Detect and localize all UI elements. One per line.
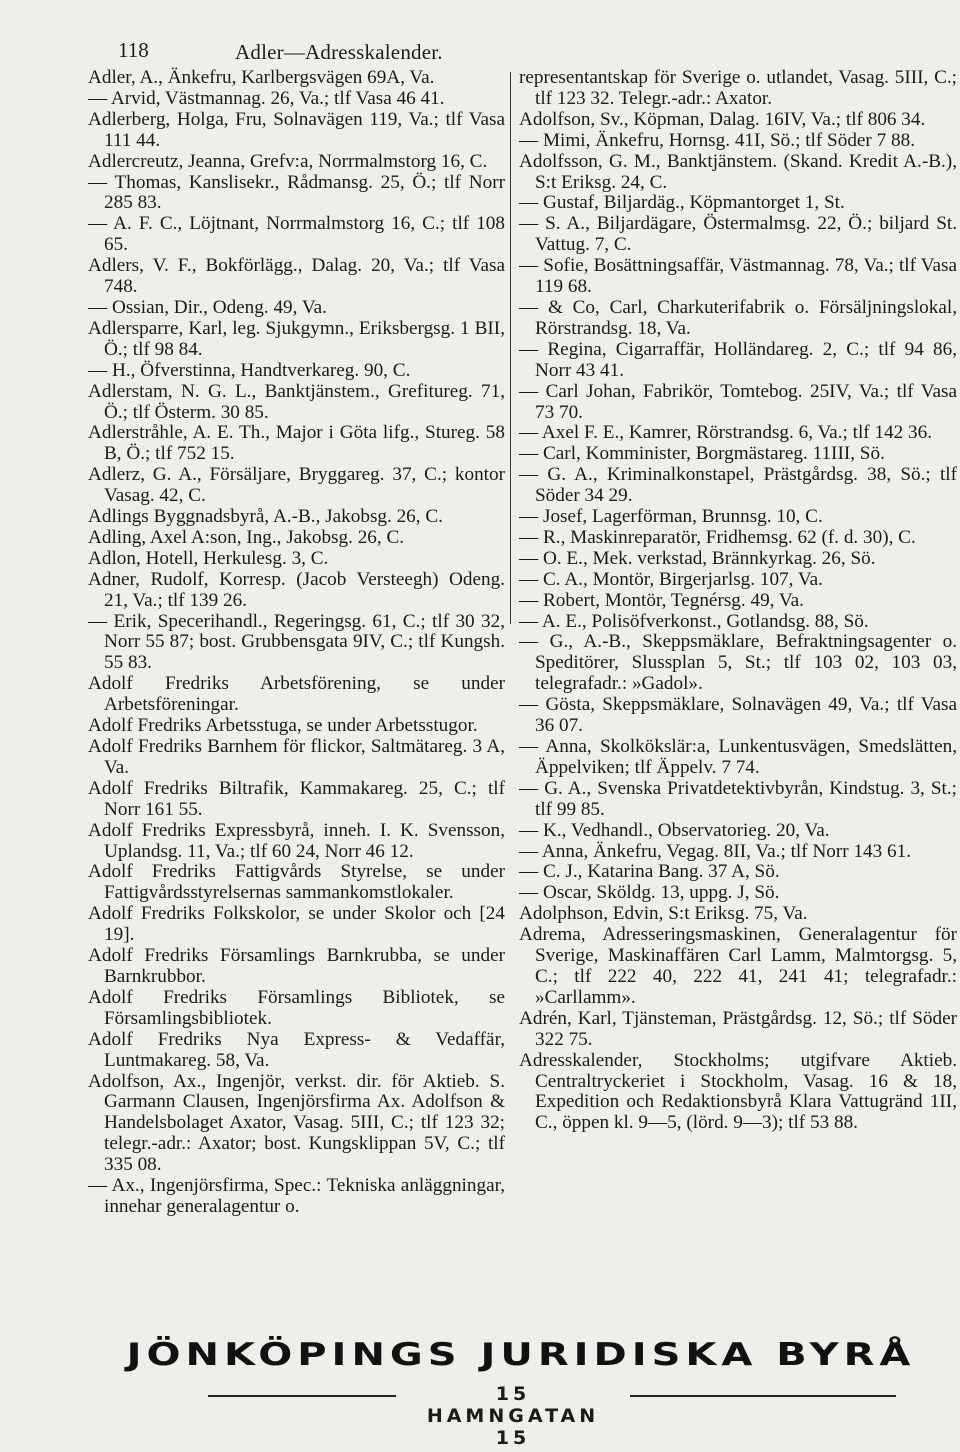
- directory-entry: — Josef, Lagerförman, Brunnsg. 10, C.: [519, 506, 823, 528]
- directory-entry: Adner, Rudolf, Korresp. (Jacob Versteegh) Odeng. 21, Va.; tlf 139 26.: [88, 568, 505, 611]
- directory-entry: — Thomas, Kanslisekr., Rådmansg. 25, Ö.; tlf Norr 285 83.: [88, 171, 505, 214]
- advertisement-address: 15 HAMNGATAN 15: [426, 1383, 600, 1449]
- directory-entry: Adolfson, Sv., Köpman, Dalag. 16IV, Va.; tlf 806 34.: [519, 108, 926, 130]
- advertisement-title: JÖNKÖPINGS JURIDISKA BYRÅ: [126, 1337, 916, 1373]
- directory-entry: — Oscar, Sköldg. 13, uppg. J, Sö.: [519, 882, 780, 904]
- directory-entry: Adler, A., Änkefru, Karlbergsvägen 69A, Va.: [88, 67, 435, 88]
- rule-left: [208, 1395, 396, 1397]
- directory-entry: Adrén, Karl, Tjänsteman, Prästgårdsg. 12, Sö.; tlf Söder 322 75.: [519, 1007, 957, 1050]
- directory-entry: Adlerstråhle, A. E. Th., Major i Göta lifg., Stureg. 58 B, Ö.; tlf 752 15.: [88, 422, 505, 465]
- directory-entry: Adolf Fredriks Barnhem för flickor, Saltmätareg. 3 A, Va.: [88, 736, 505, 778]
- directory-entry: — O. E., Mek. verkstad, Brännkyrkag. 26, Sö.: [519, 547, 876, 569]
- directory-entry: Adling, Axel A:son, Ing., Jakobsg. 26, C.: [88, 526, 405, 548]
- directory-entry: Adlersparre, Karl, leg. Sjukgymn., Eriksbergsg. 1 BII, Ö.; tlf 98 84.: [88, 317, 505, 360]
- directory-entry: Adolf Fredriks Arbetsstuga, se under Arbetsstugor.: [88, 715, 478, 737]
- directory-entry: Adresskalender, Stockholms; utgifvare Aktieb. Centraltryckeriet i Stockholm, Vasag. 16 & 18, Expedition och Redaktionsbyrå Klara Vattugränd 1II, C., öppen kl. 9—5, (lörd. 9—3); tlf 53 88.: [519, 1049, 957, 1134]
- directory-entry: — Ax., Ingenjörsfirma, Spec.: Tekniska anläggningar, innehar generalagentur o.: [88, 1175, 505, 1217]
- directory-entry: — Robert, Montör, Tegnérsg. 49, Va.: [519, 589, 804, 611]
- directory-entry: representantskap för Sverige o. utlandet, Vasag. 5III, C.; tlf 123 32. Telegr.-adr.: Axator.: [519, 67, 957, 109]
- directory-entry: — Erik, Specerihandl., Regeringsg. 61, C.; tlf 30 32, Norr 55 87; bost. Grubbensgata 9IV, C.; tlf Kungsh. 55 83.: [88, 610, 505, 674]
- directory-entry: — A. F. C., Löjtnant, Norrmalmstorg 16, C.; tlf 108 65.: [88, 213, 505, 256]
- directory-entry: — & Co, Carl, Charkuterifabrik o. Försäljningslokal, Rörstrandsg. 18, Va.: [519, 296, 957, 339]
- directory-entry: — K., Vedhandl., Observatorieg. 20, Va.: [519, 819, 830, 841]
- directory-entry: Adolf Fredriks Arbetsförening, se under Arbetsföreningar.: [88, 673, 505, 716]
- directory-entry: — Arvid, Västmannag. 26, Va.; tlf Vasa 46 41.: [88, 87, 445, 109]
- directory-entry: — Gustaf, Biljardäg., Köpmantorget 1, St.: [519, 192, 845, 214]
- directory-entry: Adolf Fredriks Nya Express- & Vedaffär, Luntmakareg. 58, Va.: [88, 1028, 505, 1071]
- right-column: [519, 68, 957, 1134]
- directory-entry: Adlerstam, N. G. L., Banktjänstem., Grefitureg. 71, Ö.; tlf Österm. 30 85.: [88, 380, 505, 423]
- directory-entry: — Anna, Änkefru, Vegag. 8II, Va.; tlf Norr 143 61.: [519, 840, 912, 862]
- directory-entry: — G. A., Svenska Privatdetektivbyrån, Kindstug. 3, St.; tlf 99 85.: [519, 777, 957, 820]
- directory-entry: Adrema, Adresseringsmaskinen, Generalagentur för Sverige, Maskinaffären Carl Lamm, Malmtorgsg. 5, C.; tlf 222 40, 222 41, 241 41; telegrafadr.: »Carllamm».: [519, 924, 957, 1008]
- directory-entry: — Sofie, Bosättningsaffär, Västmannag. 78, Va.; tlf Vasa 119 68.: [519, 255, 957, 298]
- directory-entry: — Anna, Skolkökslär:a, Lunkentusvägen, Smedslätten, Äppelviken; tlf Äppelv. 7 74.: [519, 736, 957, 778]
- directory-entry: Adlerz, G. A., Försäljare, Bryggareg. 37, C.; kontor Vasag. 42, C.: [88, 464, 505, 507]
- directory-entry: Adolf Fredriks Folkskolor, se under Skolor och [24 19].: [88, 903, 505, 946]
- directory-entry: — S. A., Biljardägare, Östermalmsg. 22, Ö.; biljard St. Vattug. 7, C.: [519, 213, 957, 256]
- directory-entry: Adlercreutz, Jeanna, Grefv:a, Norrmalmstorg 16, C.: [88, 150, 488, 172]
- directory-entry: — Ossian, Dir., Odeng. 49, Va.: [88, 296, 327, 318]
- directory-entry: Adlings Byggnadsbyrå, A.-B., Jakobsg. 26, C.: [88, 506, 443, 528]
- directory-entry: — R., Maskinreparatör, Fridhemsg. 62 (f. d. 30), C.: [519, 526, 916, 548]
- directory-entry: Adolphson, Edvin, S:t Eriksg. 75, Va.: [519, 903, 808, 925]
- directory-entry: Adlers, V. F., Bokförlägg., Dalag. 20, Va.; tlf Vasa 748.: [88, 255, 505, 298]
- directory-entry: — Axel F. E., Kamrer, Rörstrandsg. 6, Va.; tlf 142 36.: [519, 422, 933, 444]
- directory-entry: — Gösta, Skeppsmäklare, Solnavägen 49, Va.; tlf Vasa 36 07.: [519, 694, 957, 737]
- directory-entry: — Carl, Komminister, Borgmästareg. 11III, Sö.: [519, 443, 885, 465]
- directory-entry: Adlerberg, Holga, Fru, Solnavägen 119, Va.; tlf Vasa 111 44.: [88, 108, 505, 151]
- directory-entry: — A. E., Polisöfverkonst., Gotlandsg. 88, Sö.: [519, 610, 869, 632]
- directory-entry: Adolf Fredriks Expressbyrå, inneh. I. K. Svensson, Uplandsg. 11, Va.; tlf 60 24, Norr 46 12.: [88, 819, 505, 862]
- directory-entry: Adolf Fredriks Fattigvårds Styrelse, se under Fattigvårdsstyrelsernas sammankomstlokaler.: [88, 861, 505, 904]
- rule-right: [630, 1395, 896, 1397]
- directory-entry: — Regina, Cigarraffär, Holländareg. 2, C.; tlf 94 86, Norr 43 41.: [519, 338, 957, 381]
- running-head: Adler—Adresskalender.: [235, 40, 443, 64]
- page-number: 118: [118, 38, 149, 62]
- advertisement-address-line: [88, 1383, 954, 1449]
- directory-entry: Adolf Fredriks Församlings Barnkrubba, se under Barnkrubbor.: [88, 945, 505, 987]
- directory-entry: — Carl Johan, Fabrikör, Tomtebog. 25IV, Va.; tlf Vasa 73 70.: [519, 380, 957, 423]
- directory-entry: — C. J., Katarina Bang. 37 A, Sö.: [519, 861, 780, 883]
- directory-entry: — G., A.-B., Skeppsmäklare, Befraktningsagenter o. Speditörer, Slussplan 5, St.; tlf 103 02, 103 03, telegrafadr.: »Gadol».: [519, 631, 957, 695]
- directory-entry: Adolfson, Ax., Ingenjör, verkst. dir. för Aktieb. S. Garmann Clausen, Ingenjörsfirma Ax. Adolfson & Handelsbolaget Axator, Vasag. 5III, C.; tlf 123 32; telegr.-adr.: Axator; bost. Kungsklippan 5V, C.; tlf 335 08.: [88, 1070, 505, 1176]
- directory-entry: Adlon, Hotell, Herkulesg. 3, C.: [88, 547, 329, 569]
- left-column: [88, 68, 505, 1218]
- directory-entry: — G. A., Kriminalkonstapel, Prästgårdsg. 38, Sö.; tlf Söder 34 29.: [519, 464, 957, 507]
- directory-entry: Adolfsson, G. M., Banktjänstem. (Skand. Kredit A.-B.), S:t Eriksg. 24, C.: [519, 150, 957, 193]
- page-header: [118, 38, 960, 68]
- column-divider: [510, 72, 511, 624]
- directory-entry: — Mimi, Änkefru, Hornsg. 41I, Sö.; tlf Söder 7 88.: [519, 129, 915, 151]
- directory-entry: Adolf Fredriks Biltrafik, Kammakareg. 25, C.; tlf Norr 161 55.: [88, 777, 505, 820]
- directory-entry: — C. A., Montör, Birgerjarlsg. 107, Va.: [519, 568, 823, 590]
- directory-entry: — H., Öfverstinna, Handtverkareg. 90, C.: [88, 359, 411, 381]
- directory-entry: Adolf Fredriks Församlings Bibliotek, se Församlingsbibliotek.: [88, 986, 505, 1029]
